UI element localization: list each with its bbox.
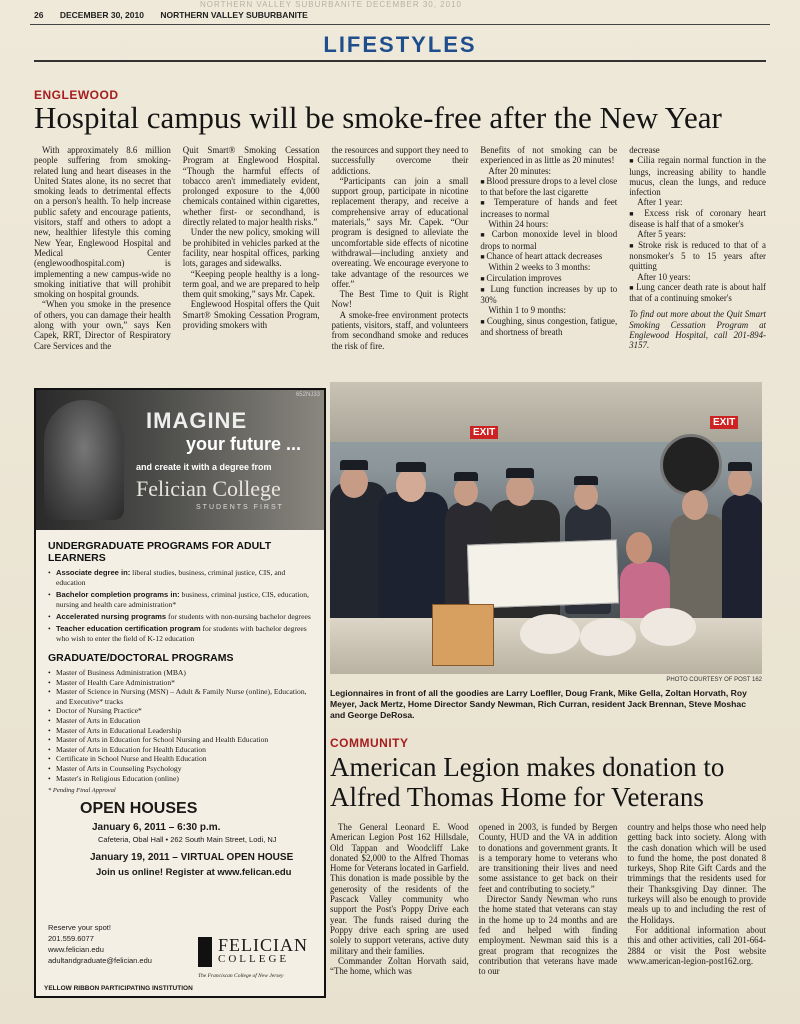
undergrad-program-item [48,568,314,588]
benefit-item: ■ Lung cancer death rate is about half that of a continuing smoker's [629,282,766,304]
wall-clock [660,434,722,496]
program-detail: liberal studies, business, criminal justice, CIS, and education [56,568,286,587]
story2-headline [330,752,724,812]
person-1-head [340,466,368,498]
contact-line: adultandgraduate@felician.edu [48,956,152,965]
ad-open-houses: OPEN HOUSES [80,800,198,818]
contact-line: 201.559.6077 [48,934,94,943]
ad-undergrad-list [48,568,314,644]
ad-banner [36,390,324,530]
ad-future: your future ... [186,434,302,454]
grad-program-item: • Certificate in School Nurse and Health Education [48,754,314,764]
story2-body [330,822,766,1012]
program-name: Teacher education certification program [56,624,201,633]
folio-rule [30,24,770,25]
contact-line: www.felician.edu [48,945,104,954]
legion-photo [330,382,762,674]
exit-sign-1: EXIT [470,426,498,439]
page-number: 26 [34,10,44,20]
ad-open-house-date-1: January 6, 2011 – 6:30 p.m. [92,822,221,834]
page-folio [34,10,770,22]
ad-grad-heading: GRADUATE/DOCTORAL PROGRAMS [48,652,234,664]
gift-box [432,604,494,666]
grad-program-item: • Master of Arts in Educational Leadership [48,726,314,736]
benefit-item: ■ Coughing, sinus congestion, fatigue, and shortness of breath [480,316,617,338]
benefit-timeframe: Within 24 hours: [488,219,549,230]
felician-college-ad [34,388,326,998]
paragraph: The General Leonard E. Wood American Legion Post 162 Hillsdale, Old Tappan and Woodcliff Lake donated $2,000 to the Alfred Thomas Home for Veterans located in Garfield. This donation is made possible by the generosity of the residents of the Pascack Valley community who support the Post's Poppy Drive each year. The funds raised during the Poppy drive each spring are used solely to support veterans, active duty military and their families. [330,822,469,956]
paragraph: A smoke-free environment protects patients, visitors, staff, and volunteers from secondhand smoke and reduces the risk of fire. [331,309,469,351]
program-name: Bachelor completion programs in: [56,590,180,599]
felician-logo-icon [198,937,212,967]
story1-column-1 [34,145,171,365]
paragraph: With approximately 8.6 million people suffering from smoking-related lung and heart diseases in the United States alone, its no secret that smoking leads to detrimental effects on a person's health. To help increase public safety and encourage patients, visitors, staff and others to adopt a new, healthier lifestyle this coming New Year, Englewood Hospital and Medical Center (englewoodhospital.com) is implementing a new campus-wide no smoking initiative that will prohibit smoking on hospital grounds. [34,145,171,300]
paragraph: The Best Time to Quit is Right Now! [331,289,469,310]
benefit-timeframe: After 20 minutes: [488,165,551,176]
paragraph: For additional information about this and other activities, call 201-664-2884 or visit the Post website www.american-legion-post162.org. [627,924,767,966]
benefit-timeframe: Within 1 to 9 months: [488,305,566,316]
story1-column-4 [480,145,617,365]
ad-contact-info [48,922,152,966]
logo-name: FELICIAN [218,935,308,955]
photo-credit: PHOTO COURTESY OF POST 162 [666,677,762,683]
turkey-1 [520,614,580,654]
benefit-item: ■ Stroke risk is reduced to that of a nonsmoker's 5 to 15 years after quitting [629,240,766,272]
grad-program-item: • Master of Arts in Education [48,716,314,726]
grad-program-item: • Master of Science in Nursing (MSN) – Adult & Family Nurse (online), Education, and Executive* tracks [48,687,314,706]
person-3-cap [454,472,478,481]
person-5-head [574,482,598,510]
story2-headline-line-1: American Legion makes donation to [330,752,725,782]
benefit-item: ■ Cilia regain normal function in the lungs, increasing ability to handle mucus, clean the lungs, and reduce infection [629,155,766,197]
person-7-cap [728,462,752,471]
turkey-3 [640,608,696,646]
exit-sign-2: EXIT [710,416,738,429]
issue-date: DECEMBER 30, 2010 [59,10,144,20]
ad-code: 652NJ33 [295,392,320,398]
paragraph: Under the new policy, smoking will be prohibited in vehicles parked at the facility, near hospital offices, parking lots, garages and sidewalks. [182,227,320,269]
person-7-head [728,468,752,496]
benefit-item: ■ Lung function increases by up to 30% [480,284,617,306]
grad-program-item: • Master of Arts in Education for School Nursing and Health Education [48,735,314,745]
benefit-item: ■ Excess risk of coronary heart disease is half that of a smoker's [629,208,766,230]
paragraph: Benefits of not smoking can be experienced in as little as 20 minutes! [480,145,618,166]
ad-pending-note: * Pending Final Approval [48,787,116,795]
story1-kicker: ENGLEWOOD [34,88,119,102]
benefit-item: ■ Circulation improves [480,273,617,284]
story1-column-5 [629,145,766,365]
benefit-timeframe: After 10 years: [637,271,691,282]
program-detail: business, criminal justice, CIS, education, nursing and health care administration* [56,590,309,609]
paragraph: the resources and support they need to successfully overcome their addictions. [331,145,469,176]
paragraph: Quit Smart® Smoking Cessation Program at Englewood Hospital. “Though the harmful effects of tobacco aren't immediately evident, prolonged exposure to the 4,000 chemicals contained within cigarettes, whether first- or secondhand, is directly related to major health risks.” [182,145,320,228]
grad-program-item: • Master's in Religious Education (online) [48,774,314,784]
ad-create: and create it with a degree from [136,462,272,472]
bleed-through-text: NORTHERN VALLEY SUBURBANITE DECEMBER 30, 2010 [200,0,462,9]
program-detail: for students with bachelor degrees who wish to enter the field of K-12 education [56,624,307,643]
benefit-timeframe: After 1 year: [637,197,683,208]
story2-column-3 [627,822,766,1012]
ad-grad-list [48,668,314,783]
contact-line: Reserve your spot! [48,923,111,932]
story1-headline: Hospital campus will be smoke-free after the New Year [34,100,722,135]
grad-program-item: • Master of Business Administration (MBA) [48,668,314,678]
benefit-item: ■ Temperature of hands and feet increases to normal [480,197,617,219]
contact-note: To find out more about the Quit Smart Smoking Cessation Program at Englewood Hospital, call 201-894-3157. [629,309,766,351]
benefit-item: ■ Carbon monoxide level in blood drops to normal [480,229,617,251]
undergrad-program-item [48,612,314,622]
story1-body [34,145,766,365]
ad-portrait-photo [44,400,124,520]
paragraph: opened in 2003, is funded by Bergen County, HUD and the VA in addition to donations and government grants. It is a temporary home to veterans who are transitioning their lives and need some assistance to get back on their feet and contributing to society.” [478,822,618,894]
ad-open-house-date-2: January 19, 2011 – VIRTUAL OPEN HOUSE [90,852,294,864]
photo-caption: Legionnaires in front of all the goodies are Larry Loefller, Doug Frank, Mike Gella, Zoltan Horvath, Roy Meyer, Jack Mertz, Home Director Sandy Newman, Rich Curran, resident Jack Brennan, Steve Moshac and George DeRosa. [330,688,747,720]
section-title: LIFESTYLES [323,32,477,57]
person-6-head [682,490,708,520]
paragraph: decrease [629,145,660,155]
story2-headline-line-2: Alfred Thomas Home for Veterans [330,782,704,812]
person-4-head [506,474,534,506]
ad-college-name: Felician College [136,476,281,501]
paper-name: NORTHERN VALLEY SUBURBANITE [160,10,308,20]
benefit-timeframe: After 5 years: [637,229,686,240]
person-5-cap [574,476,598,485]
paragraph: “When you smoke in the presence of others, you can damage their health along with your own,” says Ken Capek, RRT, Director of Respiratory Care Services and the [34,299,171,351]
person-2-head [396,468,426,502]
section-rule [34,60,766,62]
person-2-cap [396,462,426,472]
undergrad-program-item [48,624,314,644]
person-1-cap [340,460,368,470]
grad-program-item: • Doctor of Nursing Practice* [48,706,314,716]
paragraph: Commander Zoltan Horvath said, “The home, which was [330,955,469,977]
paragraph: “Participants can join a small support group, participate in nicotine replacement therapy, and receive a comprehensive array of educational materials,” says Mr. Capek. “Our program is designed to alleviate the uncomfortable side effects of nicotine withdrawal—including anxiety and overeating. We encourage everyone to take advantage of the resources we offer.” [331,175,469,289]
person-4-cap [506,468,534,478]
grad-program-item: • Master of Arts in Counseling Psychology [48,764,314,774]
logo-name-2: COLLEGE [218,953,290,965]
person-3-head [454,478,478,506]
paragraph: country and helps those who need help getting back into society. Along with the cash donation which will be used to fund the home, the post donated 8 turkeys, Shop Rite Gift Cards and the trimmings that the residents used for their Thanksgiving Day dinner. The turkeys will also be enough to provide meals up to and including the rest of the Holidays. [627,822,767,925]
story1-column-2 [183,145,320,365]
photo-ceiling [330,382,762,442]
ad-tagline: STUDENTS FIRST [196,504,284,511]
felician-logo [198,935,314,979]
person-woman-head [626,532,652,564]
grad-program-item: • Master of Arts in Education for Health Education [48,745,314,755]
undergrad-program-item [48,590,314,610]
grad-program-item: • Master of Health Care Administration* [48,678,314,688]
benefit-item: ■ Chance of heart attack decreases [480,251,617,262]
paragraph: Director Sandy Newman who runs the home stated that veterans can stay in the home up to 24 months and are fed and helped with finding employment. Newman said this is a great program that recognizes the contribution that veterans have made to our [478,894,618,977]
logo-tagline: The Franciscan College of New Jersey [198,973,284,979]
benefit-item: ■ Blood pressure drops to a level close to that before the last cigarette [480,176,617,198]
story2-kicker: COMMUNITY [330,736,409,750]
story2-column-2 [479,822,618,1012]
story2-column-1 [330,822,469,1012]
benefit-timeframe: Within 2 weeks to 3 months: [488,262,591,273]
ad-undergrad-heading: UNDERGRADUATE PROGRAMS FOR ADULT LEARNERS [48,540,272,564]
ad-imagine: IMAGINE [146,408,248,433]
story1-column-3 [332,145,469,365]
ad-open-house-location: Cafeteria, Obal Hall • 262 South Main Street, Lodi, NJ [98,835,277,845]
turkey-2 [580,618,636,656]
paragraph: “Keeping people healthy is a long-term goal, and we are prepared to help them quit smoking,” says Mr. Capek. [182,268,320,300]
program-name: Accelerated nursing programs [56,612,167,621]
ad-register: Join us online! Register at www.felican.edu [96,867,292,879]
program-detail: for students with non-nursing bachelor degrees [166,612,311,621]
paragraph: Englewood Hospital offers the Quit Smart® Smoking Cessation Program, providing smokers with [182,299,320,331]
ad-footer: YELLOW RIBBON PARTICIPATING INSTITUTION [44,985,193,992]
program-name: Associate degree in: [56,568,131,577]
donation-check [467,539,619,608]
